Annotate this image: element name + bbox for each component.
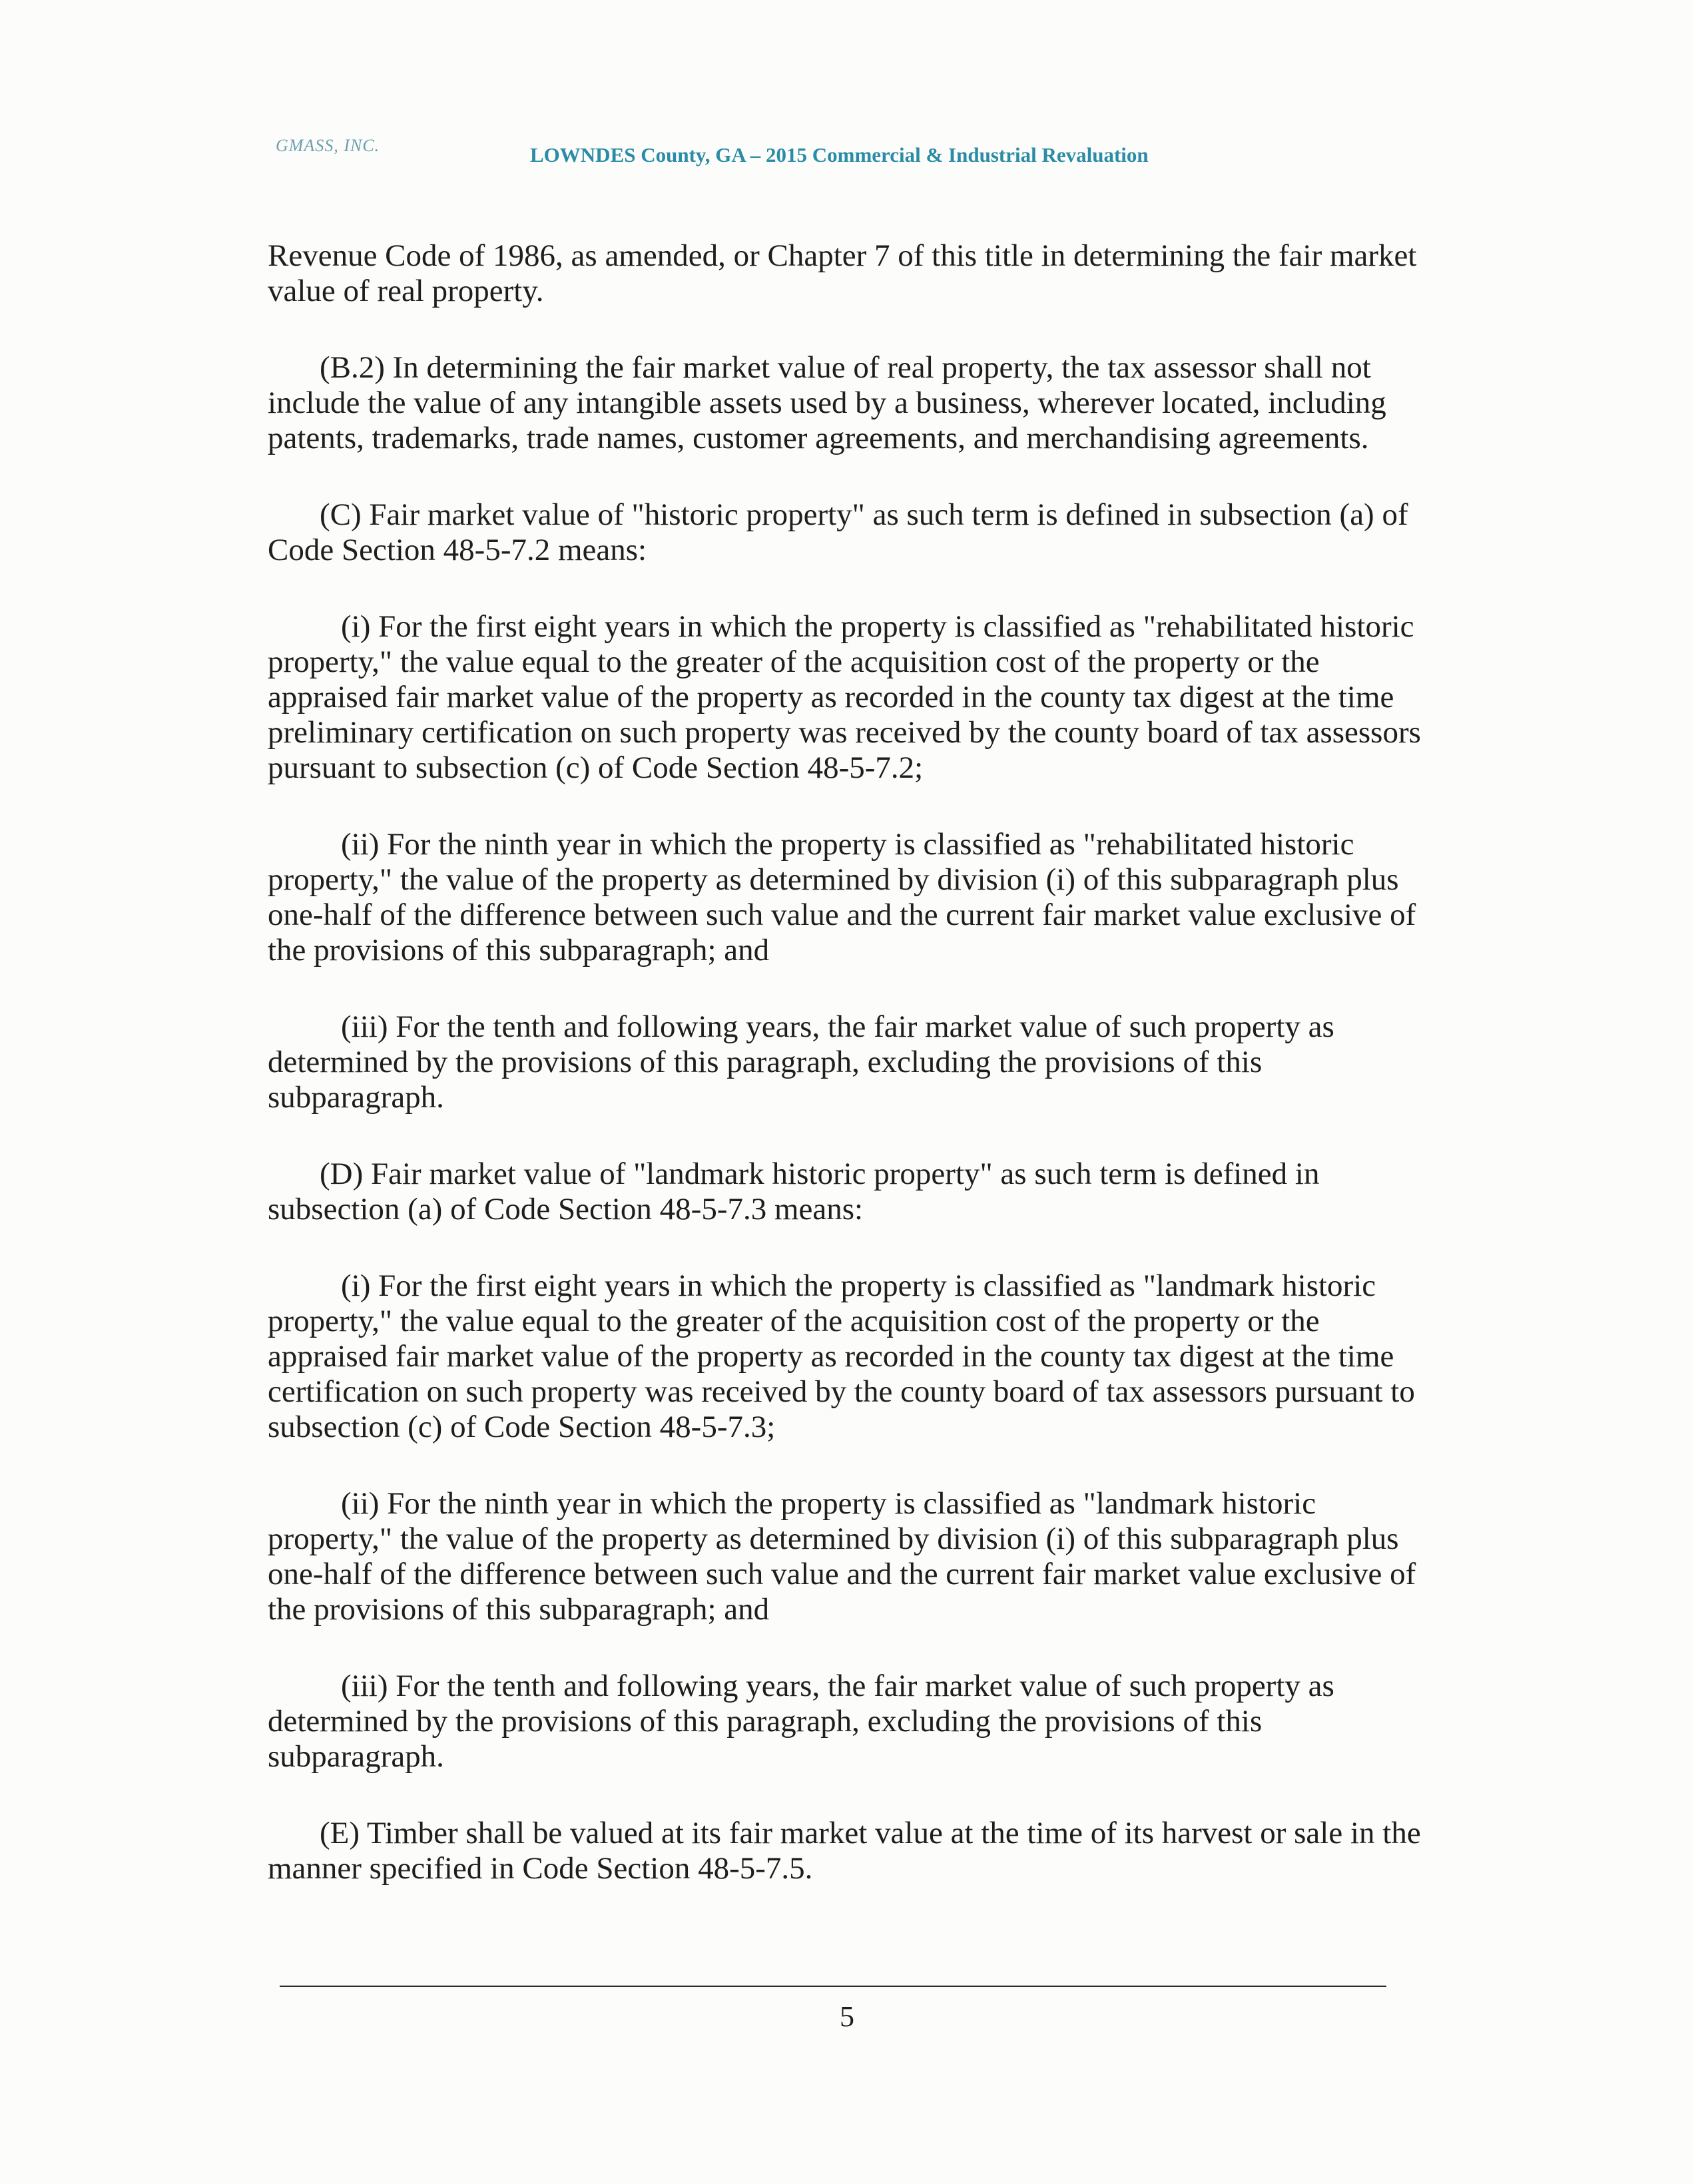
paragraph-b2: (B.2) In determining the fair market value of real property, the tax assessor shall not include the value of any intangible assets used by a business, wherever located, including patents, trademarks, trade names, customer agreements, and merchandising agreements. <box>268 350 1386 455</box>
page-number: 5 <box>840 2000 854 2033</box>
paragraph-c-iii: (iii) For the tenth and following years, the fair market value of such property as determined by the provisions of this paragraph, excluding the provisions of this subparagraph. <box>268 1009 1334 1115</box>
header-company: GMASS, INC. <box>276 136 380 155</box>
paragraph-d: (D) Fair market value of "landmark historic property" as such term is defined in subsection (a) of Code Section 48-5-7.3 means: <box>268 1157 1320 1227</box>
paragraph-continuation: Revenue Code of 1986, as amended, or Chapter 7 of this title in determining the fair market value of real property. <box>268 238 1417 308</box>
paragraph-c-i: (i) For the first eight years in which the property is classified as "rehabilitated historic property," the value equal to the greater of the acquisition cost of the property or the appraised fair market value of the property as recorded in the county tax digest at the time preliminary certification on such property was received by the county board of tax assessors pursuant to subsection (c) of Code Section 48-5-7.2; <box>268 609 1421 785</box>
document-body <box>268 238 1426 1928</box>
paragraph-d-i: (i) For the first eight years in which the property is classified as "landmark historic property," the value equal to the greater of the acquisition cost of the property or the appraised fair market value of the property as recorded in the county tax digest at the time certification on such property was received by the county board of tax assessors pursuant to subsection (c) of Code Section 48-5-7.3; <box>268 1268 1415 1444</box>
footer-rule <box>280 1986 1386 1987</box>
header-title: LOWNDES County, GA – 2015 Commercial & Industrial Revaluation <box>530 143 1149 166</box>
paragraph-c-ii: (ii) For the ninth year in which the property is classified as "rehabilitated historic property," the value of the property as determined by division (i) of this subparagraph plus one-half of the difference between such value and the current fair market value exclusive of the provisions of this subparagraph; and <box>268 827 1416 967</box>
paragraph-d-ii: (ii) For the ninth year in which the property is classified as "landmark historic property," the value of the property as determined by division (i) of this subparagraph plus one-half of the difference between such value and the current fair market value exclusive of the provisions of this subparagraph; and <box>268 1486 1416 1627</box>
paragraph-c: (C) Fair market value of "historic property" as such term is defined in subsection (a) of Code Section 48-5-7.2 means: <box>268 497 1408 567</box>
paragraph-d-iii: (iii) For the tenth and following years, the fair market value of such property as determined by the provisions of this paragraph, excluding the provisions of this subparagraph. <box>268 1669 1334 1774</box>
paragraph-e: (E) Timber shall be valued at its fair market value at the time of its harvest or sale in the manner specified in Code Section 48-5-7.5. <box>268 1816 1421 1886</box>
